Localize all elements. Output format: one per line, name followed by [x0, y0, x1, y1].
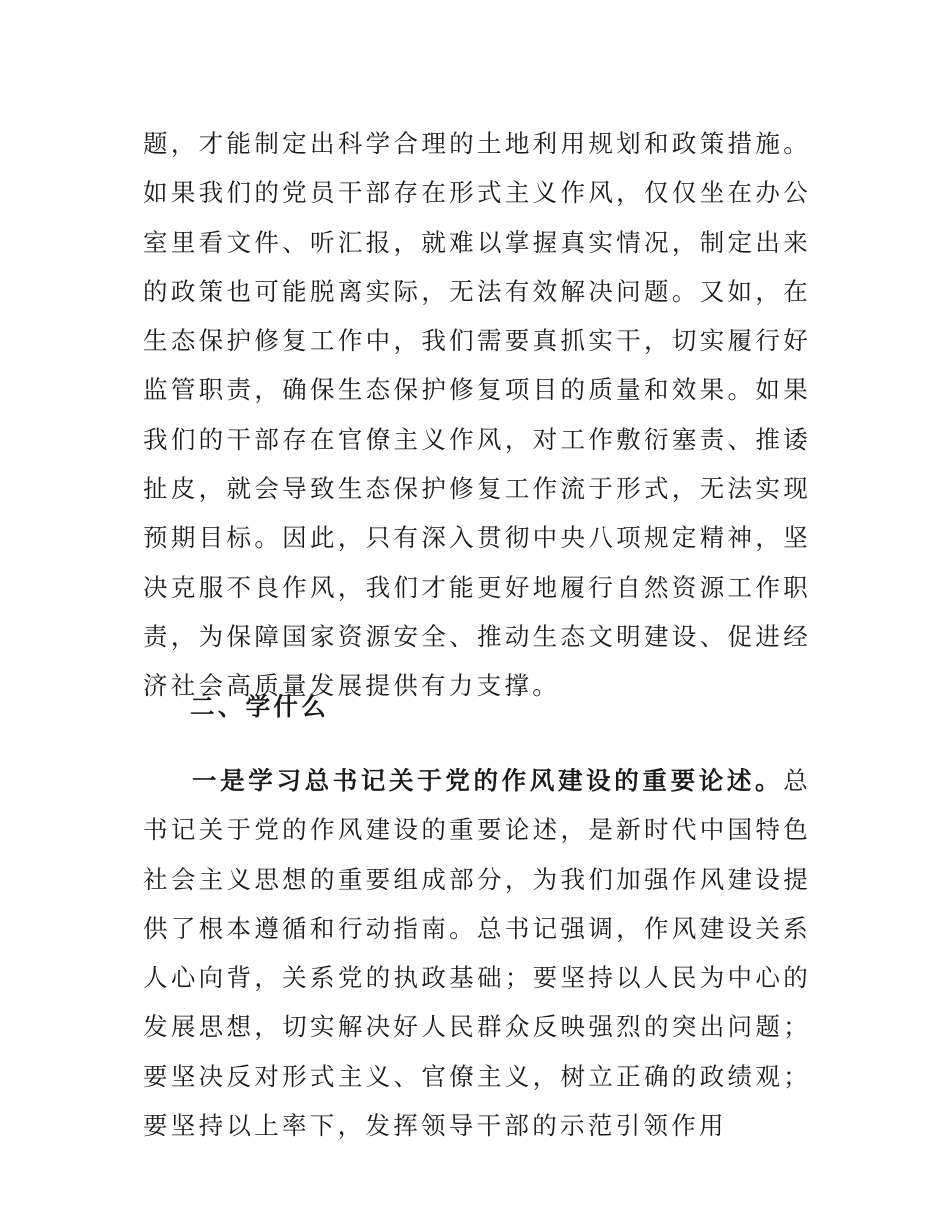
paragraph-lead-sentence: 一是学习总书记关于党的作风建设的重要论述。	[192, 766, 784, 795]
paragraph-body-text: 总书记关于党的作风建设的重要论述，是新时代中国特色社会主义思想的重要组成部分，为我们加强作风建设提供了根本遵循和行动指南。总书记强调，作风建设关系人心向背，关系党的执政基础；要坚持以人民为中心的发展思想，切实解决好人民群众反映强烈的突出问题；要坚决反对形式主义、官僚主义，树立正确的政绩观；要坚持以上率下，发挥领导干部的示范引领作用	[143, 766, 811, 1141]
body-paragraph-continuation: 题，才能制定出科学合理的土地利用规划和政策措施。如果我们的党员干部存在形式主义作风，仅仅坐在办公室里看文件、听汇报，就难以掌握真实情况，制定出来的政策也可能脱离实际，无法有效解决问题。又如，在生态保护修复工作中，我们需要真抓实干，切实履行好监管职责，确保生态保护修复项目的质量和效果。如果我们的干部存在官僚主义作风，对工作敷衍塞责、推诿扯皮，就会导致生态保护修复工作流于形式，无法实现预期目标。因此，只有深入贯彻中央八项规定精神，坚决克服不良作风，我们才能更好地履行自然资源工作职责，为保障国家资源安全、推动生态文明建设、促进经济社会高质量发展提供有力支撑。	[143, 129, 811, 701]
section-heading: 二、学什么	[190, 692, 329, 721]
body-paragraph-study-point-1	[143, 756, 811, 1150]
